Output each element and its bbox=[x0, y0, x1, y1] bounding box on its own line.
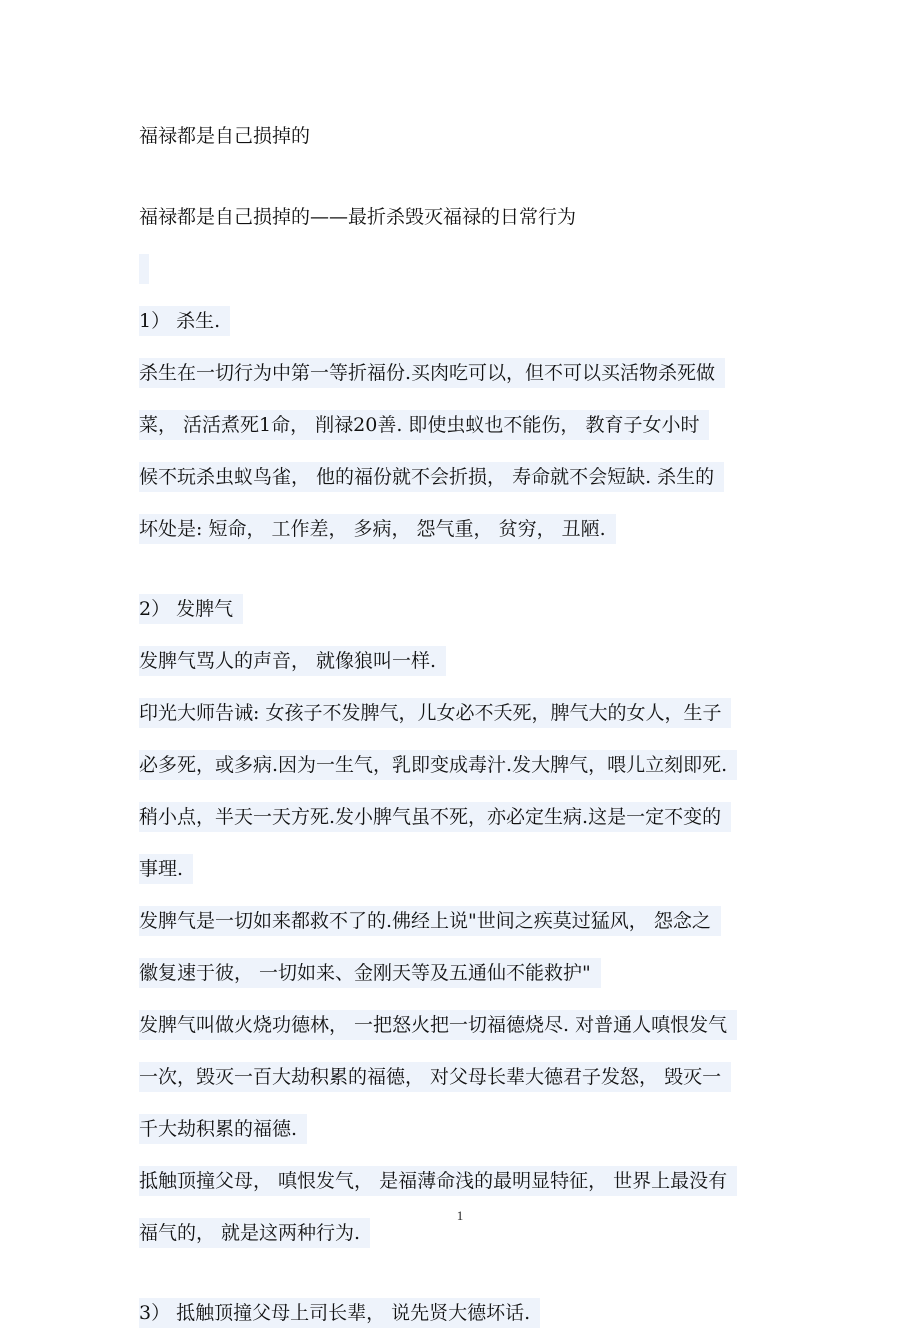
page-number: 1 bbox=[456, 1208, 464, 1223]
paragraph-killing: 杀生在一切行为中第一等折福份.买肉吃可以，但不可以买活物杀死做 菜， 活活煮死1命， 削禄20善. 即使虫蚁也不能伤， 教育子女小时 候不玩杀虫蚁鸟雀， 他的福份就不会折损， 寿命就不会短缺. 杀生的 坏处是: 短命， 工作差， 多病， 怨气重， 贫穷， 丑陋. bbox=[139, 347, 789, 555]
paragraph-heading-summary: 福禄都是自己损掉的——最折杀毁灭福禄的日常行为 bbox=[139, 191, 789, 295]
paragraph-parents: 抵触顶撞父母， 嗔恨发气， 是福薄命浅的最明显特征， 世界上最没有 福气的， 就是这两种行为. bbox=[139, 1155, 789, 1259]
paragraph-yinguang: 印光大师告诫: 女孩子不发脾气，儿女必不夭死，脾气大的女人，生子 必多死，或多病.因为一生气，乳即变成毒汁.发大脾气，喂儿立刻即死. 稍小点，半天一天方死.发小脾气虽不死，亦必定生病.这是一定不变的 事理. bbox=[139, 687, 789, 895]
section-heading-killing: 1） 杀生. bbox=[139, 295, 789, 347]
section-heading-temper: 2） 发脾气 bbox=[139, 583, 789, 635]
paragraph-sutra: 发脾气是一切如来都救不了的.佛经上说"世间之疾莫过猛风， 怨念之 徽复速于彼， 一切如来、金刚天等及五通仙不能救护" bbox=[139, 895, 789, 999]
spacer bbox=[139, 1259, 789, 1287]
document-body bbox=[139, 110, 789, 1339]
spacer bbox=[139, 163, 789, 191]
document-title: 福禄都是自己损掉的 bbox=[139, 125, 311, 147]
paragraph-fire-merit: 发脾气叫做火烧功德林， 一把怒火把一切福德烧尽. 对普通人嗔恨发气 一次，毁灭一百大劫积累的福德， 对父母长辈大德君子发怒， 毁灭一 千大劫积累的福德. bbox=[139, 999, 789, 1155]
section-heading-elders: 3） 抵触顶撞父母上司长辈， 说先贤大德坏话. bbox=[139, 1287, 789, 1339]
spacer bbox=[139, 555, 789, 583]
paragraph-temper-voice: 发脾气骂人的声音， 就像狼叫一样. bbox=[139, 635, 789, 687]
